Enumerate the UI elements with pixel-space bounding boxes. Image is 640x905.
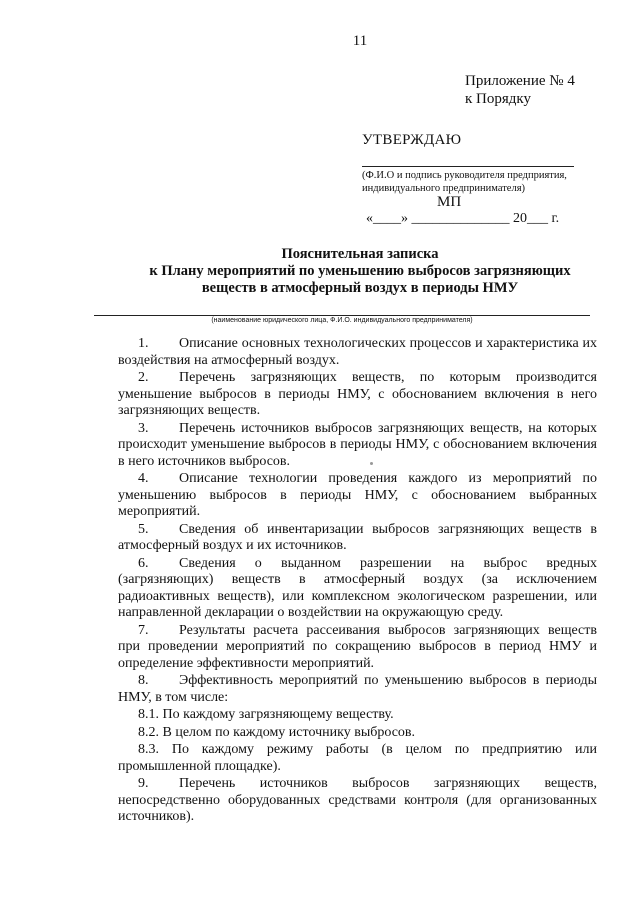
sub-item bbox=[118, 707, 597, 724]
list-item bbox=[118, 336, 597, 369]
appendix-line-2: к Порядку bbox=[465, 91, 531, 107]
item-text: Сведения о выданном разрешении на выброс вредных (загрязняющих) веществ в атмосферный воздух (за исключением радиоактивных веществ), или комплексном экологическом разрешении, или направленной декларации о воздействии на окружающую среду. bbox=[118, 555, 597, 620]
signature-caption: (Ф.И.О и подпись руководителя предприятия, индивидуального предпринимателя) bbox=[362, 170, 567, 194]
signature-line bbox=[362, 166, 574, 167]
organization-caption: (наименование юридического лица, Ф.И.О. индивидуального предпринимателя) bbox=[211, 317, 473, 324]
title-line-1: Пояснительная записка bbox=[281, 246, 439, 262]
sub-item bbox=[118, 725, 597, 742]
item-number: 9. bbox=[138, 776, 149, 791]
list-item bbox=[118, 421, 597, 471]
item-number: 2. bbox=[138, 370, 149, 385]
item-text: Результаты расчета рассеивания выбросов загрязняющих веществ при проведении мероприятий по сокращению выбросов в период НМУ и определение эффективности мероприятий. bbox=[118, 622, 597, 671]
sub-item bbox=[118, 742, 597, 775]
item-text: 8.3. По каждому режиму работы (в целом по предприятию или промышленной площадке). bbox=[118, 742, 597, 774]
document-body bbox=[118, 336, 597, 827]
list-item bbox=[118, 370, 597, 420]
page-number: 11 bbox=[352, 33, 368, 49]
item-text: Сведения об инвентаризации выбросов загрязняющих веществ в атмосферный воздух и их источников. bbox=[118, 521, 597, 553]
item-text: Описание основных технологических процессов и характеристика их воздействия на атмосферный воздух. bbox=[118, 336, 597, 368]
item-number: 1. bbox=[138, 336, 149, 351]
item-number: 8. bbox=[138, 673, 149, 688]
list-item bbox=[118, 471, 597, 521]
item-number: 6. bbox=[138, 555, 149, 571]
list-item bbox=[118, 522, 597, 555]
list-item bbox=[118, 673, 597, 706]
item-text: Перечень источников выбросов загрязняющих веществ, на которых происходит уменьшение выбросов в периоды НМУ, с обоснованием включения в него источников выбросов. bbox=[118, 420, 597, 469]
item-text: 8.2. В целом по каждому источнику выбросов. bbox=[138, 724, 416, 740]
scan-speck bbox=[370, 462, 373, 465]
list-item bbox=[118, 556, 597, 622]
item-text: Перечень источников выбросов загрязняющих веществ, непосредственно оборудованных средствами контроля (для организованных источников). bbox=[118, 776, 597, 824]
item-text: Описание технологии проведения каждого из мероприятий по уменьшению выбросов в периоды НМУ, с обоснованием выбранных мероприятий. bbox=[118, 471, 597, 519]
appendix-line-1: Приложение № 4 bbox=[465, 73, 575, 89]
stamp-label: МП bbox=[437, 194, 462, 210]
item-number: 7. bbox=[138, 622, 149, 638]
item-text: Эффективность мероприятий по уменьшению выбросов в периоды НМУ, в том числе: bbox=[118, 673, 597, 705]
date-line: «____» ______________ 20___ г. bbox=[366, 211, 560, 226]
document-title bbox=[0, 246, 640, 297]
approve-label: УТВЕРЖДАЮ bbox=[362, 132, 462, 148]
item-number: 4. bbox=[138, 471, 149, 486]
appendix-reference bbox=[465, 72, 575, 108]
item-number: 5. bbox=[138, 521, 149, 537]
item-text: Перечень загрязняющих веществ, по которым производится уменьшение выбросов в периоды НМУ, с обоснованием включения в него загрязняющих веществ. bbox=[118, 370, 597, 418]
item-number: 3. bbox=[138, 420, 149, 436]
title-line-2: к Плану мероприятий по уменьшению выбросов загрязняющих bbox=[149, 263, 571, 279]
organization-name-line bbox=[94, 315, 590, 316]
item-text: 8.1. По каждому загрязняющему веществу. bbox=[138, 707, 394, 722]
list-item bbox=[118, 776, 597, 826]
title-line-3: веществ в атмосферный воздух в периоды НМУ bbox=[201, 280, 519, 296]
list-item bbox=[118, 623, 597, 673]
